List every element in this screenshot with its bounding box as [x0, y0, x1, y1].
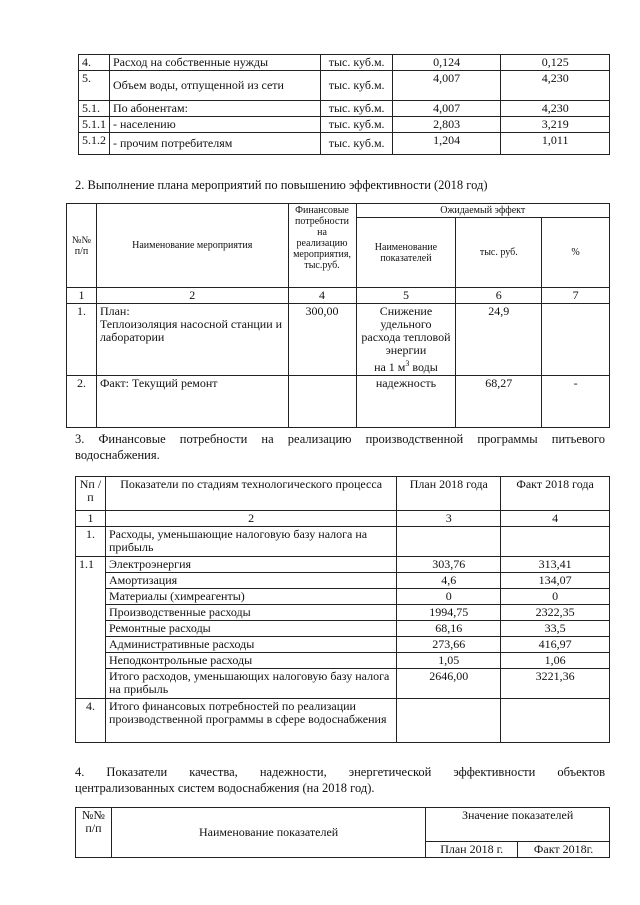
header-rub: тыс. руб. [456, 218, 542, 288]
row-plan: 303,76 [397, 557, 501, 573]
row-number: 1. [76, 527, 106, 557]
header-plan: План 2018 г. [426, 842, 518, 858]
row-value-fact: 3,219 [501, 117, 610, 133]
header-indicator: Наименование показателей [356, 218, 456, 288]
header-value: Значение показателей [426, 808, 610, 842]
header-fin: Финансовые потребности на реализацию мероприятия, тыс.руб. [288, 204, 356, 288]
row-value-fact: 4,230 [501, 71, 610, 101]
header-num: №№ п/п [67, 204, 97, 288]
row-name: Производственные расходы [105, 605, 396, 621]
row-fact: 0 [501, 589, 610, 605]
row-fact: 3221,36 [501, 669, 610, 699]
table-row [76, 605, 610, 621]
row-value-fact: 0,125 [501, 55, 610, 71]
row-fact: 313,41 [501, 557, 610, 573]
row-fact: 2322,35 [501, 605, 610, 621]
header-plan: План 2018 года [397, 477, 501, 511]
row-plan: 4,6 [397, 573, 501, 589]
row-name: Итого расходов, уменьшающих налоговую базу налога на прибыль [105, 669, 396, 699]
row-fin [288, 376, 356, 428]
table-row [79, 133, 610, 155]
row-plan: 273,66 [397, 637, 501, 653]
indicator-unit-tail: воды [409, 360, 438, 374]
table-row [79, 101, 610, 117]
row-number: 2. [67, 376, 97, 428]
colnum: 2 [96, 288, 288, 304]
row-number: 5.1.2 [79, 133, 110, 155]
header-name: Показатели по стадиям технологического процесса [105, 477, 396, 511]
row-number: 1. [67, 304, 97, 376]
colnum: 7 [542, 288, 610, 304]
row-unit: тыс. куб.м. [321, 101, 392, 117]
row-number: 5. [79, 71, 110, 101]
table-row [76, 669, 610, 699]
row-name: Ремонтные расходы [105, 621, 396, 637]
row-name: Факт: Текущий ремонт [96, 376, 288, 428]
row-fact: 416,97 [501, 637, 610, 653]
row-fact: 1,06 [501, 653, 610, 669]
row-indicator: надежность [356, 376, 456, 428]
header-num: Nп /п [76, 477, 106, 511]
row-number: 5.1. [79, 101, 110, 117]
row-name: По абонентам: [110, 101, 321, 117]
colnum: 5 [356, 288, 456, 304]
table-row [67, 304, 610, 376]
row-plan: 1,05 [397, 653, 501, 669]
row-value-plan: 4,007 [392, 101, 501, 117]
table-row [76, 699, 610, 743]
row-name: Итого финансовых потребностей по реализации производственной программы в сфере водоснабжения [105, 699, 396, 743]
indicator-unit: на 1 м [374, 360, 406, 374]
table-row [79, 55, 610, 71]
table-quality-indicators [75, 807, 610, 858]
table-financial-needs [75, 476, 610, 743]
row-value-plan: 2,803 [392, 117, 501, 133]
colnum: 4 [288, 288, 356, 304]
header-effect: Ожидаемый эффект [356, 204, 610, 218]
row-unit: тыс. куб.м. [321, 117, 392, 133]
row-value-plan: 1,204 [392, 133, 501, 155]
table-row [76, 527, 610, 557]
indicator-sup: 3 [405, 359, 410, 368]
row-name: Электроэнергия [105, 557, 396, 573]
row-name: - прочим потребителям [110, 133, 321, 155]
row-pct [542, 304, 610, 376]
row-number: 4. [76, 699, 106, 743]
section3-heading: 3. Финансовые потребности на реализацию производственной программы питьевого водоснабжения. [75, 432, 605, 462]
row-value-plan: 4,007 [392, 71, 501, 101]
row-rub: 24,9 [456, 304, 542, 376]
row-number: 5.1.1 [79, 117, 110, 133]
row-value-plan: 0,124 [392, 55, 501, 71]
table-volumes [78, 54, 610, 155]
table-row [76, 557, 610, 573]
row-fact: 134,07 [501, 573, 610, 589]
table-row [76, 621, 610, 637]
colnum: 2 [105, 511, 396, 527]
row-indicator [356, 304, 456, 376]
row-name: - населению [110, 117, 321, 133]
colnum: 3 [397, 511, 501, 527]
table-efficiency-plan [66, 203, 610, 428]
table-row [79, 71, 610, 101]
header-fact: Факт 2018 года [501, 477, 610, 511]
table-row [76, 589, 610, 605]
row-plan: 0 [397, 589, 501, 605]
row-fact: 33,5 [501, 621, 610, 637]
table-row [67, 376, 610, 428]
header-name: Наименование мероприятия [96, 204, 288, 288]
row-value-fact: 4,230 [501, 101, 610, 117]
indicator-text: Снижение удельного расхода тепловой энергии [361, 304, 451, 357]
column-numbers [67, 288, 610, 304]
section2-heading: 2. Выполнение плана мероприятий по повышению эффективности (2018 год) [75, 178, 488, 192]
header-pct: % [542, 218, 610, 288]
colnum: 4 [501, 511, 610, 527]
row-plan: 2646,00 [397, 669, 501, 699]
row-unit: тыс. куб.м. [321, 55, 392, 71]
section4-heading-line1: 4. Показатели качества, надежности, энергетической эффективности объектов [75, 765, 605, 779]
table-row [76, 653, 610, 669]
table-row [76, 637, 610, 653]
row-name: Материалы (химреагенты) [105, 589, 396, 605]
table-row [79, 117, 610, 133]
row-plan: 68,16 [397, 621, 501, 637]
header-name: Наименование показателей [111, 808, 425, 858]
row-number: 1.1 [76, 557, 106, 699]
row-name: Объем воды, отпущенной из сети [110, 71, 321, 101]
row-fin: 300,00 [288, 304, 356, 376]
row-name: Административные расходы [105, 637, 396, 653]
header-fact: Факт 2018г. [518, 842, 610, 858]
colnum: 1 [76, 511, 106, 527]
colnum: 6 [456, 288, 542, 304]
row-name-label: План: [99, 304, 130, 318]
header-num: №№ п/п [76, 808, 112, 858]
section4-heading-line2: централизованных систем водоснабжения (на 2018 год). [75, 781, 375, 795]
row-rub: 68,27 [456, 376, 542, 428]
row-name-text: Теплоизоляция насосной станции и лаборатории [99, 317, 283, 344]
row-name: Неподконтрольные расходы [105, 653, 396, 669]
row-name: Расход на собственные нужды [110, 55, 321, 71]
row-name: Расходы, уменьшающие налоговую базу налога на прибыль [105, 527, 396, 557]
row-plan: 1994,75 [397, 605, 501, 621]
colnum: 1 [67, 288, 97, 304]
column-numbers [76, 511, 610, 527]
row-name: Амортизация [105, 573, 396, 589]
row-pct: - [542, 376, 610, 428]
row-number: 4. [79, 55, 110, 71]
row-unit: тыс. куб.м. [321, 71, 392, 101]
table-row [76, 573, 610, 589]
row-unit: тыс. куб.м. [321, 133, 392, 155]
row-value-fact: 1,011 [501, 133, 610, 155]
row-name [96, 304, 288, 376]
